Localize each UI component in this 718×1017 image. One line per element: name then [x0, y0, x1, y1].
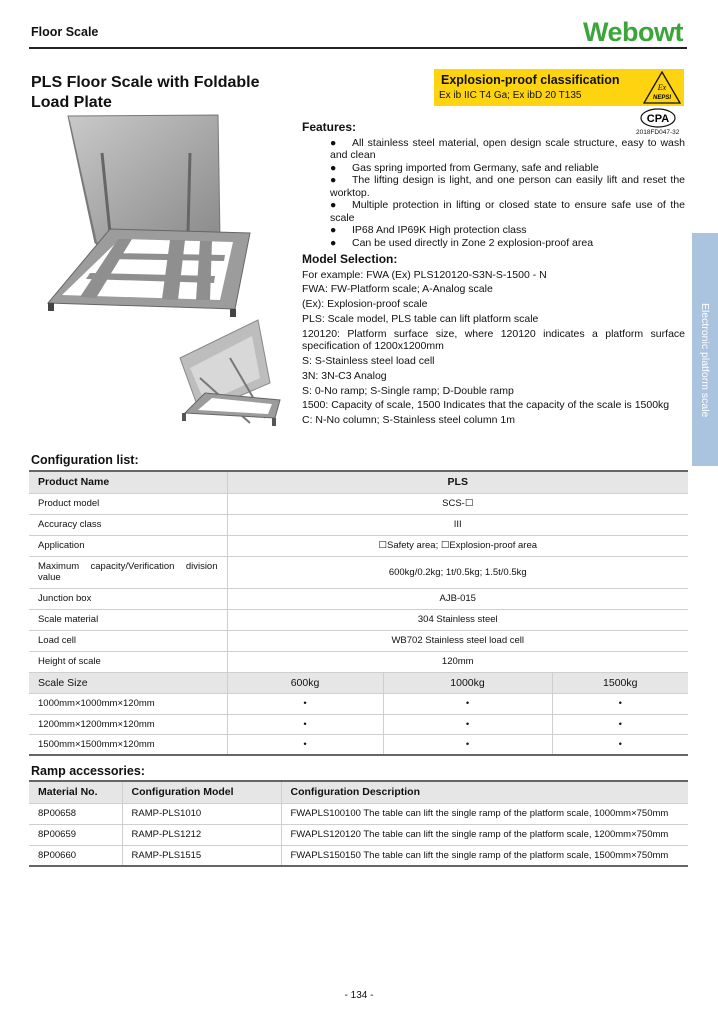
- model-line: For example: FWA (Ex) PLS120120-S3N-S-1500 - N: [302, 268, 547, 281]
- tilted-scale-image: [170, 318, 290, 448]
- model-line: S: 0-No ramp; S-Single ramp; D-Double ramp: [302, 384, 514, 397]
- table-row: 1000mm×1000mm×120mm • • •: [29, 693, 688, 714]
- table-row: 8P00658 RAMP-PLS1010 FWAPLS100100 The table can lift the single ramp of the platform scale, 1000mm×750mm: [29, 803, 688, 824]
- table-row: Maximum capacity/Verification division value 600kg/0.2kg; 1t/0.5kg; 1.5t/0.5kg: [29, 556, 688, 588]
- model-line: (Ex): Explosion-proof scale: [302, 298, 428, 311]
- table-header-cell: Product Name: [29, 471, 227, 493]
- explosion-proof-box: [434, 69, 684, 106]
- ex-mark-top: Ex: [657, 83, 667, 92]
- model-line: C: N-No column; S-Stainless steel column 1m: [302, 414, 515, 427]
- model-line: S: S-Stainless steel load cell: [302, 354, 435, 367]
- features-heading: Features:: [302, 120, 357, 134]
- config-table: [29, 470, 688, 756]
- table-row: 8P00660 RAMP-PLS1515 FWAPLS150150 The table can lift the single ramp of the platform scale, 1500mm×750mm: [29, 845, 688, 866]
- brand-logo: Webowt: [583, 17, 683, 47]
- table-header-row: Material No. Configuration Model Configuration Description: [29, 781, 688, 803]
- side-tab: [692, 233, 718, 466]
- size-header-row: Scale Size 600kg 1000kg 1500kg: [29, 672, 688, 693]
- explosion-proof-subtitle: Ex ib IIC T4 Ga; Ex ibD 20 T135: [439, 90, 582, 101]
- list-item: ● IP68 And IP69K High protection class: [330, 224, 527, 236]
- table-header-cell: PLS: [227, 471, 688, 493]
- product-title-line2: Load Plate: [31, 94, 112, 111]
- table-row: 1500mm×1500mm×120mm • • •: [29, 734, 688, 755]
- list-item: ● Gas spring imported from Germany, safe and reliable: [330, 161, 599, 174]
- ex-warning-icon: [643, 71, 681, 104]
- model-selection: [302, 253, 685, 427]
- table-row: Height of scale 120mm: [29, 651, 688, 672]
- table-row: Application ☐Safety area; ☐Explosion-proof area: [29, 535, 688, 556]
- explosion-proof-title: Explosion-proof classification: [441, 73, 620, 87]
- ramp-heading: Ramp accessories:: [31, 764, 145, 778]
- table-row: Scale material 304 Stainless steel: [29, 609, 688, 630]
- model-line: 3N: 3N-C3 Analog: [302, 369, 387, 382]
- list-item: ● All stainless steel material, open design scale structure, easy to wash and clean: [330, 136, 685, 161]
- table-row: Accuracy class III: [29, 514, 688, 535]
- ex-mark-bottom: NEPSI: [652, 95, 672, 101]
- list-item: ● Can be used directly in Zone 2 explosion-proof area: [330, 236, 594, 249]
- config-heading: Configuration list:: [31, 453, 139, 467]
- table-row: 8P00659 RAMP-PLS1212 FWAPLS120120 The table can lift the single ramp of the platform scale, 1200mm×750mm: [29, 824, 688, 845]
- ramp-table: [29, 780, 688, 867]
- cpa-number: 2018FD047-32: [636, 129, 680, 136]
- list-item: ● Multiple protection in lifting or closed state to ensure safe use of the scale: [330, 199, 685, 224]
- model-selection-heading: Model Selection:: [302, 252, 398, 266]
- features-panel: [302, 121, 685, 427]
- table-row: Product model SCS-☐: [29, 493, 688, 514]
- model-line: 1500: Capacity of scale, 1500 Indicates that the capacity of the scale is 1500kg: [302, 399, 670, 412]
- side-tab-label: Electronic platform scale: [699, 303, 711, 418]
- table-row: Junction box AJB-015: [29, 588, 688, 609]
- header-divider: [29, 47, 687, 49]
- table-row: 1200mm×1200mm×120mm • • •: [29, 714, 688, 734]
- list-item: ● The lifting design is light, and one person can easily lift and reset the worktop.: [330, 174, 685, 199]
- floor-scale-image: [40, 113, 290, 323]
- cpa-mark: CPA: [646, 113, 670, 125]
- model-line: FWA: FW-Platform scale; A-Analog scale: [302, 283, 493, 296]
- table-row: Load cell WB702 Stainless steel load cell: [29, 630, 688, 651]
- table-header-row: [29, 471, 688, 493]
- model-line: 120120: Platform surface size, where 120120 indicates a platform surface specification of 1200x1200mm: [302, 327, 685, 353]
- product-title-line1: PLS Floor Scale with Foldable: [31, 74, 260, 91]
- model-line: PLS: Scale model, PLS table can lift platform scale: [302, 312, 539, 325]
- features-list: [302, 137, 685, 250]
- section-title: Floor Scale: [31, 25, 99, 39]
- product-title: [31, 73, 291, 113]
- page-number: - 134 -: [344, 990, 374, 1001]
